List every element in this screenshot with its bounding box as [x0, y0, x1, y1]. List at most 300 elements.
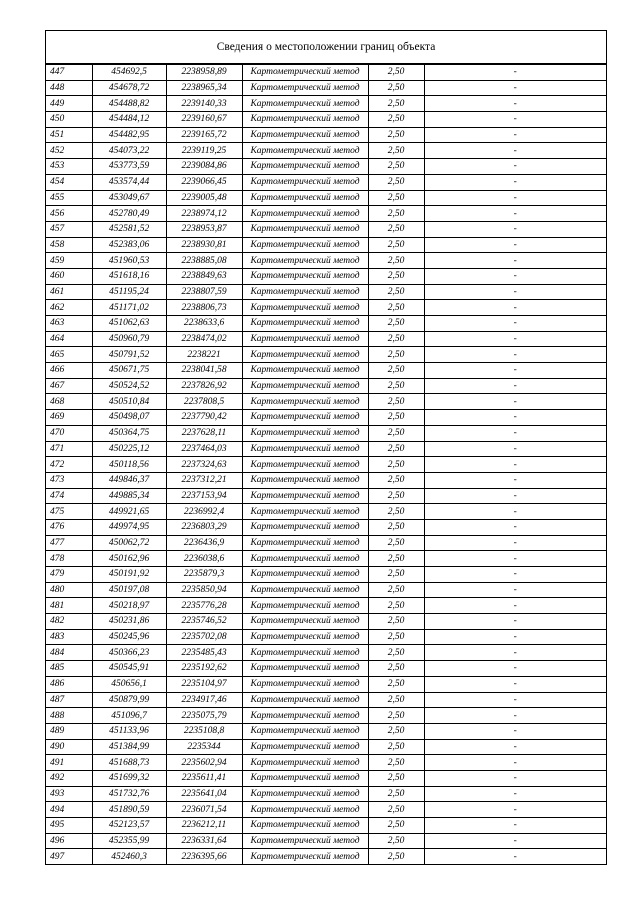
x-coordinate-cell: 451890,59 [92, 802, 166, 818]
table-row [46, 645, 606, 661]
x-coordinate-cell: 452355,99 [92, 833, 166, 849]
table-row [46, 755, 606, 771]
precision-cell: 2,50 [368, 598, 424, 614]
x-coordinate-cell: 451618,16 [92, 268, 166, 284]
note-cell: - [424, 708, 606, 724]
precision-cell: 2,50 [368, 676, 424, 692]
precision-cell: 2,50 [368, 112, 424, 128]
y-coordinate-cell: 2238807,59 [166, 284, 242, 300]
y-coordinate-cell: 2235611,41 [166, 770, 242, 786]
point-number-cell: 482 [46, 614, 92, 630]
precision-cell: 2,50 [368, 833, 424, 849]
note-cell: - [424, 519, 606, 535]
table-title: Сведения о местоположении границ объекта [46, 31, 606, 64]
table-row [46, 849, 606, 864]
point-number-cell: 481 [46, 598, 92, 614]
precision-cell: 2,50 [368, 488, 424, 504]
point-number-cell: 483 [46, 629, 92, 645]
y-coordinate-cell: 2235746,52 [166, 614, 242, 630]
method-cell: Картометрический метод [242, 96, 368, 112]
method-cell: Картометрический метод [242, 206, 368, 222]
y-coordinate-cell: 2235776,28 [166, 598, 242, 614]
table-row [46, 127, 606, 143]
y-coordinate-cell: 2235602,94 [166, 755, 242, 771]
y-coordinate-cell: 2237628,11 [166, 425, 242, 441]
precision-cell: 2,50 [368, 331, 424, 347]
note-cell: - [424, 268, 606, 284]
y-coordinate-cell: 2237464,03 [166, 441, 242, 457]
point-number-cell: 473 [46, 472, 92, 488]
point-number-cell: 462 [46, 300, 92, 316]
table-row [46, 818, 606, 834]
precision-cell: 2,50 [368, 159, 424, 175]
note-cell: - [424, 300, 606, 316]
method-cell: Картометрический метод [242, 410, 368, 426]
y-coordinate-cell: 2237790,42 [166, 410, 242, 426]
note-cell: - [424, 567, 606, 583]
method-cell: Картометрический метод [242, 629, 368, 645]
method-cell: Картометрический метод [242, 504, 368, 520]
precision-cell: 2,50 [368, 237, 424, 253]
x-coordinate-cell: 449846,37 [92, 472, 166, 488]
note-cell: - [424, 441, 606, 457]
note-cell: - [424, 237, 606, 253]
x-coordinate-cell: 450118,56 [92, 457, 166, 473]
x-coordinate-cell: 450510,84 [92, 394, 166, 410]
x-coordinate-cell: 453049,67 [92, 190, 166, 206]
coordinates-table-body [46, 65, 606, 865]
point-number-cell: 456 [46, 206, 92, 222]
table-row [46, 237, 606, 253]
point-number-cell: 453 [46, 159, 92, 175]
note-cell: - [424, 80, 606, 96]
y-coordinate-cell: 2239140,33 [166, 96, 242, 112]
method-cell: Картометрический метод [242, 770, 368, 786]
point-number-cell: 454 [46, 174, 92, 190]
point-number-cell: 447 [46, 65, 92, 81]
precision-cell: 2,50 [368, 378, 424, 394]
point-number-cell: 450 [46, 112, 92, 128]
note-cell: - [424, 504, 606, 520]
x-coordinate-cell: 452780,49 [92, 206, 166, 222]
y-coordinate-cell: 2237312,21 [166, 472, 242, 488]
point-number-cell: 469 [46, 410, 92, 426]
note-cell: - [424, 661, 606, 677]
precision-cell: 2,50 [368, 410, 424, 426]
table-row [46, 143, 606, 159]
point-number-cell: 497 [46, 849, 92, 864]
table-row [46, 535, 606, 551]
x-coordinate-cell: 454482,95 [92, 127, 166, 143]
table-row [46, 300, 606, 316]
table-row [46, 833, 606, 849]
x-coordinate-cell: 450197,08 [92, 582, 166, 598]
y-coordinate-cell: 2235641,04 [166, 786, 242, 802]
method-cell: Картометрический метод [242, 614, 368, 630]
point-number-cell: 493 [46, 786, 92, 802]
x-coordinate-cell: 450366,23 [92, 645, 166, 661]
table-row [46, 802, 606, 818]
precision-cell: 2,50 [368, 692, 424, 708]
table-row [46, 676, 606, 692]
table-row [46, 519, 606, 535]
y-coordinate-cell: 2239119,25 [166, 143, 242, 159]
point-number-cell: 463 [46, 316, 92, 332]
point-number-cell: 448 [46, 80, 92, 96]
note-cell: - [424, 221, 606, 237]
note-cell: - [424, 143, 606, 159]
x-coordinate-cell: 454488,82 [92, 96, 166, 112]
precision-cell: 2,50 [368, 206, 424, 222]
method-cell: Картометрический метод [242, 237, 368, 253]
x-coordinate-cell: 450791,52 [92, 347, 166, 363]
table-row [46, 80, 606, 96]
precision-cell: 2,50 [368, 457, 424, 473]
note-cell: - [424, 614, 606, 630]
precision-cell: 2,50 [368, 65, 424, 81]
note-cell: - [424, 394, 606, 410]
note-cell: - [424, 770, 606, 786]
point-number-cell: 472 [46, 457, 92, 473]
x-coordinate-cell: 451096,7 [92, 708, 166, 724]
y-coordinate-cell: 2237153,94 [166, 488, 242, 504]
point-number-cell: 477 [46, 535, 92, 551]
note-cell: - [424, 253, 606, 269]
table-row [46, 488, 606, 504]
x-coordinate-cell: 454484,12 [92, 112, 166, 128]
method-cell: Картометрический метод [242, 363, 368, 379]
precision-cell: 2,50 [368, 96, 424, 112]
y-coordinate-cell: 2236395,66 [166, 849, 242, 864]
method-cell: Картометрический метод [242, 425, 368, 441]
precision-cell: 2,50 [368, 347, 424, 363]
x-coordinate-cell: 450231,86 [92, 614, 166, 630]
precision-cell: 2,50 [368, 770, 424, 786]
method-cell: Картометрический метод [242, 284, 368, 300]
method-cell: Картометрический метод [242, 551, 368, 567]
x-coordinate-cell: 450879,99 [92, 692, 166, 708]
precision-cell: 2,50 [368, 143, 424, 159]
x-coordinate-cell: 451732,76 [92, 786, 166, 802]
precision-cell: 2,50 [368, 174, 424, 190]
y-coordinate-cell: 2235344 [166, 739, 242, 755]
table-row [46, 174, 606, 190]
x-coordinate-cell: 452581,52 [92, 221, 166, 237]
y-coordinate-cell: 2237324,63 [166, 457, 242, 473]
table-row [46, 190, 606, 206]
point-number-cell: 464 [46, 331, 92, 347]
note-cell: - [424, 598, 606, 614]
method-cell: Картометрический метод [242, 159, 368, 175]
table-row [46, 708, 606, 724]
point-number-cell: 476 [46, 519, 92, 535]
table-row [46, 284, 606, 300]
note-cell: - [424, 316, 606, 332]
method-cell: Картометрический метод [242, 441, 368, 457]
x-coordinate-cell: 450364,75 [92, 425, 166, 441]
note-cell: - [424, 174, 606, 190]
precision-cell: 2,50 [368, 300, 424, 316]
y-coordinate-cell: 2237826,92 [166, 378, 242, 394]
note-cell: - [424, 96, 606, 112]
y-coordinate-cell: 2235702,08 [166, 629, 242, 645]
x-coordinate-cell: 450524,52 [92, 378, 166, 394]
point-number-cell: 465 [46, 347, 92, 363]
note-cell: - [424, 818, 606, 834]
note-cell: - [424, 65, 606, 81]
method-cell: Картометрический метод [242, 723, 368, 739]
method-cell: Картометрический метод [242, 645, 368, 661]
table-row [46, 253, 606, 269]
precision-cell: 2,50 [368, 253, 424, 269]
precision-cell: 2,50 [368, 645, 424, 661]
point-number-cell: 491 [46, 755, 92, 771]
table-row [46, 739, 606, 755]
precision-cell: 2,50 [368, 363, 424, 379]
precision-cell: 2,50 [368, 614, 424, 630]
table-row [46, 457, 606, 473]
y-coordinate-cell: 2236803,29 [166, 519, 242, 535]
point-number-cell: 468 [46, 394, 92, 410]
y-coordinate-cell: 2235104,97 [166, 676, 242, 692]
precision-cell: 2,50 [368, 849, 424, 864]
note-cell: - [424, 112, 606, 128]
table-row [46, 472, 606, 488]
precision-cell: 2,50 [368, 755, 424, 771]
y-coordinate-cell: 2238958,89 [166, 65, 242, 81]
y-coordinate-cell: 2236071,54 [166, 802, 242, 818]
point-number-cell: 484 [46, 645, 92, 661]
y-coordinate-cell: 2238974,12 [166, 206, 242, 222]
point-number-cell: 461 [46, 284, 92, 300]
point-number-cell: 449 [46, 96, 92, 112]
y-coordinate-cell: 2236038,6 [166, 551, 242, 567]
x-coordinate-cell: 453574,44 [92, 174, 166, 190]
note-cell: - [424, 488, 606, 504]
point-number-cell: 475 [46, 504, 92, 520]
x-coordinate-cell: 450960,79 [92, 331, 166, 347]
x-coordinate-cell: 449921,65 [92, 504, 166, 520]
y-coordinate-cell: 2238953,87 [166, 221, 242, 237]
note-cell: - [424, 849, 606, 864]
note-cell: - [424, 363, 606, 379]
note-cell: - [424, 284, 606, 300]
table-row [46, 65, 606, 81]
method-cell: Картометрический метод [242, 708, 368, 724]
y-coordinate-cell: 2238885,08 [166, 253, 242, 269]
precision-cell: 2,50 [368, 582, 424, 598]
precision-cell: 2,50 [368, 818, 424, 834]
point-number-cell: 486 [46, 676, 92, 692]
method-cell: Картометрический метод [242, 849, 368, 864]
method-cell: Картометрический метод [242, 535, 368, 551]
table-row [46, 629, 606, 645]
method-cell: Картометрический метод [242, 755, 368, 771]
x-coordinate-cell: 452123,57 [92, 818, 166, 834]
x-coordinate-cell: 449974,95 [92, 519, 166, 535]
x-coordinate-cell: 451062,63 [92, 316, 166, 332]
y-coordinate-cell: 2237808,5 [166, 394, 242, 410]
y-coordinate-cell: 2239066,45 [166, 174, 242, 190]
note-cell: - [424, 676, 606, 692]
table-row [46, 582, 606, 598]
y-coordinate-cell: 2235485,43 [166, 645, 242, 661]
y-coordinate-cell: 2235850,94 [166, 582, 242, 598]
table-row [46, 221, 606, 237]
x-coordinate-cell: 451195,24 [92, 284, 166, 300]
point-number-cell: 495 [46, 818, 92, 834]
method-cell: Картометрический метод [242, 802, 368, 818]
method-cell: Картометрический метод [242, 739, 368, 755]
note-cell: - [424, 692, 606, 708]
x-coordinate-cell: 450191,92 [92, 567, 166, 583]
method-cell: Картометрический метод [242, 472, 368, 488]
table-row [46, 268, 606, 284]
method-cell: Картометрический метод [242, 316, 368, 332]
note-cell: - [424, 582, 606, 598]
table-row [46, 786, 606, 802]
table-row [46, 723, 606, 739]
table-row [46, 504, 606, 520]
note-cell: - [424, 472, 606, 488]
coordinates-table [46, 64, 606, 864]
method-cell: Картометрический метод [242, 519, 368, 535]
precision-cell: 2,50 [368, 661, 424, 677]
point-number-cell: 492 [46, 770, 92, 786]
table-row [46, 770, 606, 786]
note-cell: - [424, 347, 606, 363]
method-cell: Картометрический метод [242, 143, 368, 159]
precision-cell: 2,50 [368, 723, 424, 739]
y-coordinate-cell: 2234917,46 [166, 692, 242, 708]
y-coordinate-cell: 2236992,4 [166, 504, 242, 520]
y-coordinate-cell: 2239160,67 [166, 112, 242, 128]
table-row [46, 441, 606, 457]
point-number-cell: 466 [46, 363, 92, 379]
point-number-cell: 480 [46, 582, 92, 598]
method-cell: Картометрический метод [242, 457, 368, 473]
point-number-cell: 474 [46, 488, 92, 504]
note-cell: - [424, 802, 606, 818]
precision-cell: 2,50 [368, 425, 424, 441]
x-coordinate-cell: 451688,73 [92, 755, 166, 771]
method-cell: Картометрический метод [242, 488, 368, 504]
x-coordinate-cell: 454073,22 [92, 143, 166, 159]
precision-cell: 2,50 [368, 127, 424, 143]
x-coordinate-cell: 450545,91 [92, 661, 166, 677]
note-cell: - [424, 331, 606, 347]
point-number-cell: 467 [46, 378, 92, 394]
precision-cell: 2,50 [368, 519, 424, 535]
x-coordinate-cell: 450062,72 [92, 535, 166, 551]
point-number-cell: 471 [46, 441, 92, 457]
precision-cell: 2,50 [368, 629, 424, 645]
point-number-cell: 478 [46, 551, 92, 567]
y-coordinate-cell: 2235192,62 [166, 661, 242, 677]
precision-cell: 2,50 [368, 802, 424, 818]
table-row [46, 551, 606, 567]
method-cell: Картометрический метод [242, 582, 368, 598]
point-number-cell: 457 [46, 221, 92, 237]
x-coordinate-cell: 452460,3 [92, 849, 166, 864]
method-cell: Картометрический метод [242, 661, 368, 677]
point-number-cell: 451 [46, 127, 92, 143]
method-cell: Картометрический метод [242, 567, 368, 583]
note-cell: - [424, 723, 606, 739]
x-coordinate-cell: 451133,96 [92, 723, 166, 739]
precision-cell: 2,50 [368, 394, 424, 410]
note-cell: - [424, 739, 606, 755]
method-cell: Картометрический метод [242, 378, 368, 394]
method-cell: Картометрический метод [242, 268, 368, 284]
precision-cell: 2,50 [368, 551, 424, 567]
x-coordinate-cell: 454678,72 [92, 80, 166, 96]
point-number-cell: 470 [46, 425, 92, 441]
table-row [46, 378, 606, 394]
point-number-cell: 496 [46, 833, 92, 849]
method-cell: Картометрический метод [242, 692, 368, 708]
method-cell: Картометрический метод [242, 818, 368, 834]
note-cell: - [424, 159, 606, 175]
x-coordinate-cell: 449885,34 [92, 488, 166, 504]
precision-cell: 2,50 [368, 221, 424, 237]
x-coordinate-cell: 451960,53 [92, 253, 166, 269]
table-row [46, 425, 606, 441]
x-coordinate-cell: 450656,1 [92, 676, 166, 692]
method-cell: Картометрический метод [242, 253, 368, 269]
y-coordinate-cell: 2238930,81 [166, 237, 242, 253]
note-cell: - [424, 833, 606, 849]
method-cell: Картометрический метод [242, 65, 368, 81]
method-cell: Картометрический метод [242, 112, 368, 128]
precision-cell: 2,50 [368, 567, 424, 583]
point-number-cell: 488 [46, 708, 92, 724]
note-cell: - [424, 535, 606, 551]
method-cell: Картометрический метод [242, 347, 368, 363]
x-coordinate-cell: 453773,59 [92, 159, 166, 175]
y-coordinate-cell: 2235108,8 [166, 723, 242, 739]
note-cell: - [424, 755, 606, 771]
table-row [46, 316, 606, 332]
table-row [46, 410, 606, 426]
point-number-cell: 458 [46, 237, 92, 253]
precision-cell: 2,50 [368, 504, 424, 520]
method-cell: Картометрический метод [242, 300, 368, 316]
point-number-cell: 494 [46, 802, 92, 818]
table-row [46, 96, 606, 112]
y-coordinate-cell: 2239084,86 [166, 159, 242, 175]
point-number-cell: 452 [46, 143, 92, 159]
precision-cell: 2,50 [368, 739, 424, 755]
note-cell: - [424, 127, 606, 143]
method-cell: Картометрический метод [242, 190, 368, 206]
note-cell: - [424, 410, 606, 426]
precision-cell: 2,50 [368, 316, 424, 332]
point-number-cell: 489 [46, 723, 92, 739]
note-cell: - [424, 551, 606, 567]
x-coordinate-cell: 452383,06 [92, 237, 166, 253]
table-row [46, 112, 606, 128]
y-coordinate-cell: 2236331,64 [166, 833, 242, 849]
table-row [46, 598, 606, 614]
point-number-cell: 490 [46, 739, 92, 755]
method-cell: Картометрический метод [242, 786, 368, 802]
x-coordinate-cell: 451171,02 [92, 300, 166, 316]
y-coordinate-cell: 2238849,63 [166, 268, 242, 284]
table-row [46, 206, 606, 222]
method-cell: Картометрический метод [242, 127, 368, 143]
table-row [46, 394, 606, 410]
